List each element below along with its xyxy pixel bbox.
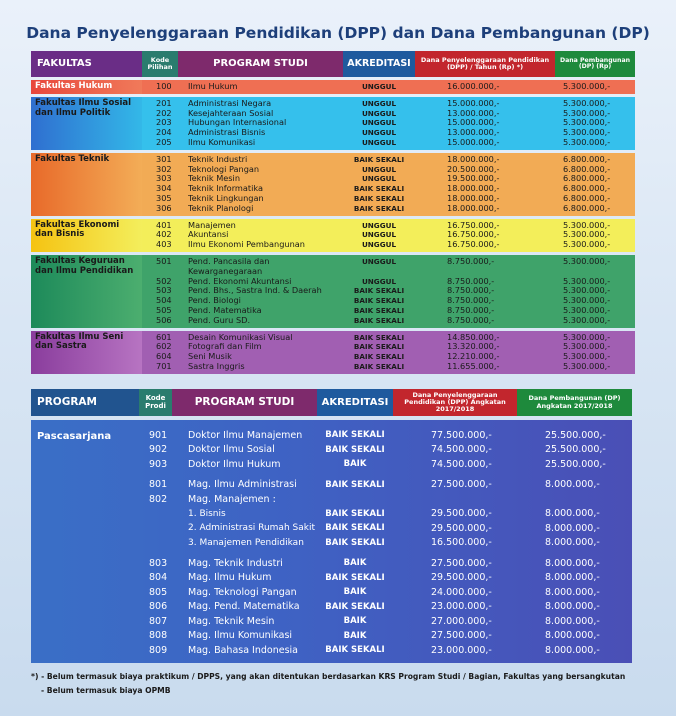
cell-akreditasi bbox=[347, 267, 411, 277]
cell-program: Fotografi dan Film bbox=[188, 342, 262, 352]
table-row bbox=[139, 443, 632, 458]
header-dpp: Dana Penyelenggaraan Pendidikan (DPP) Angkatan 2017/2018 bbox=[393, 389, 517, 416]
fee-table-postgraduate bbox=[31, 389, 632, 663]
cell-akreditasi: UNGGUL bbox=[361, 220, 397, 230]
cell-ps: Mag. Pend. Matematika bbox=[188, 601, 300, 613]
column-dpp bbox=[415, 255, 555, 328]
cell-akreditasi: UNGGUL bbox=[361, 256, 397, 266]
cell-dp: 5.300.000,- bbox=[563, 352, 611, 362]
program-name: Pascasarjana bbox=[37, 431, 112, 442]
cell-akreditasi: UNGGUL bbox=[361, 82, 397, 91]
cell-program: Sastra Inggris bbox=[188, 361, 245, 371]
cell-dp: 6.800.000,- bbox=[563, 203, 611, 213]
cell-program: Pend. Guru SD. bbox=[188, 315, 251, 325]
cell-dpp: 20.500.000,- bbox=[447, 164, 500, 174]
cell-akr: BAIK SEKALI bbox=[325, 523, 385, 534]
cell-dpp: 8.750.000,- bbox=[447, 305, 495, 315]
column-program bbox=[178, 153, 343, 216]
cell-program: Teknik Mesin bbox=[188, 174, 241, 184]
table-row bbox=[139, 614, 632, 629]
cell-dpp bbox=[447, 267, 551, 277]
cell-kode: 305 bbox=[156, 193, 172, 203]
cell-ps: Doktor Ilmu Manajemen bbox=[188, 429, 303, 441]
cell-dp: 8.000.000,- bbox=[545, 586, 600, 598]
cell-program: Pend. Pancasila dan bbox=[188, 256, 270, 266]
cell-ps: Doktor Ilmu Hukum bbox=[188, 458, 281, 470]
table-row bbox=[139, 428, 632, 443]
cell-dp bbox=[563, 267, 631, 277]
cell-program: Pend. Biologi bbox=[188, 296, 241, 306]
cell-dp: 5.300.000,- bbox=[563, 342, 611, 352]
cell-dpp: 27.000.000,- bbox=[431, 615, 492, 627]
cell-akr: BAIK bbox=[343, 630, 367, 641]
table-header bbox=[31, 389, 632, 416]
cell-akreditasi: BAIK SEKALI bbox=[353, 361, 405, 371]
cell-dpp: 16.750.000,- bbox=[447, 240, 500, 250]
cell-dp: 8.000.000,- bbox=[545, 572, 600, 584]
cell-dp: 5.300.000,- bbox=[563, 137, 611, 147]
cell-kode: 302 bbox=[156, 164, 172, 174]
table-row bbox=[139, 507, 632, 522]
cell-kode: 505 bbox=[156, 305, 172, 315]
cell-kode: 205 bbox=[156, 137, 172, 147]
cell-akr: BAIK SEKALI bbox=[325, 508, 385, 519]
header-akreditasi: AKREDITASI bbox=[317, 389, 393, 416]
header-akreditasi: AKREDITASI bbox=[343, 51, 415, 77]
faculty-name: Fakultas Hukum bbox=[31, 80, 142, 94]
cell-dp: 8.000.000,- bbox=[545, 630, 600, 642]
cell-akreditasi: UNGGUL bbox=[361, 240, 397, 250]
column-program bbox=[178, 255, 343, 328]
cell-dp: 6.800.000,- bbox=[563, 174, 611, 184]
cell-dpp: 8.750.000,- bbox=[447, 315, 495, 325]
cell-program: Ilmu Hukum bbox=[188, 82, 238, 91]
column-dpp bbox=[415, 331, 555, 374]
cell-kode: 306 bbox=[156, 203, 172, 213]
cell-dp: 8.000.000,- bbox=[545, 557, 600, 569]
cell-dpp: 8.750.000,- bbox=[447, 276, 495, 286]
cell-dp: 5.300.000,- bbox=[563, 361, 611, 371]
faculty-group bbox=[31, 331, 635, 374]
table-row bbox=[139, 629, 632, 644]
cell-dp: 25.500.000,- bbox=[545, 458, 606, 470]
cell-kode: 202 bbox=[156, 108, 172, 118]
cell-dp: 5.300.000,- bbox=[563, 98, 611, 108]
cell-dpp: 27.500.000,- bbox=[431, 479, 492, 491]
column-dp bbox=[555, 219, 635, 252]
cell-akreditasi: BAIK SEKALI bbox=[353, 193, 405, 203]
column-program bbox=[178, 219, 343, 252]
cell-kode: 203 bbox=[156, 118, 172, 128]
cell-program: Teknik Industri bbox=[188, 154, 248, 164]
cell-dpp: 15.000.000,- bbox=[447, 137, 500, 147]
cell-program: Desain Komunikasi Visual bbox=[188, 332, 293, 342]
cell-dp: 5.300.000,- bbox=[563, 315, 611, 325]
cell-dpp: 16.500.000,- bbox=[431, 537, 492, 549]
cell-dp: 25.500.000,- bbox=[545, 444, 606, 456]
column-dp bbox=[555, 331, 635, 374]
cell-akr: BAIK bbox=[343, 587, 367, 598]
cell-akreditasi: UNGGUL bbox=[361, 108, 397, 118]
column-program bbox=[178, 331, 343, 374]
page-title: Dana Penyelenggaraan Pendidikan (DPP) dan Dana Pembangunan (DP) bbox=[26, 24, 650, 42]
cell-ps: 1. Bisnis bbox=[188, 508, 226, 519]
header-kode: Kode Pilihan bbox=[142, 51, 178, 77]
cell-dpp: 23.000.000,- bbox=[431, 644, 492, 656]
column-kode bbox=[142, 97, 178, 150]
cell-dpp: 15.000.000,- bbox=[447, 118, 500, 128]
cell-kode: 809 bbox=[149, 644, 168, 656]
cell-ps: Mag. Teknik Industri bbox=[188, 557, 283, 569]
cell-akr: BAIK bbox=[343, 459, 367, 470]
cell-kode: 808 bbox=[149, 630, 168, 642]
cell-dpp: 11.655.000,- bbox=[447, 361, 500, 371]
cell-program: Ilmu Komunikasi bbox=[188, 137, 256, 147]
cell-program: Teknik Informatika bbox=[188, 184, 264, 194]
cell-akreditasi: UNGGUL bbox=[361, 276, 397, 286]
header-dp: Dana Pembangunan (DP) (Rp) bbox=[555, 51, 635, 77]
cell-akreditasi: UNGGUL bbox=[361, 174, 397, 184]
cell-dp: 8.000.000,- bbox=[545, 537, 600, 549]
footnote: *) - Belum termasuk biaya praktikum / DPPS, yang akan ditentukan berdasarkan KRS Program Studi / Bagian, Fakultas yang bersangkutan bbox=[31, 672, 626, 681]
cell-dp: 5.300.000,- bbox=[563, 276, 611, 286]
cell-kode: 807 bbox=[149, 615, 168, 627]
cell-program: Hubungan Internasional bbox=[188, 118, 287, 128]
faculty-group bbox=[31, 219, 635, 252]
cell-dpp: 15.000.000,- bbox=[447, 98, 500, 108]
cell-dp: 6.800.000,- bbox=[563, 154, 611, 164]
cell-kode bbox=[156, 267, 174, 277]
cell-akreditasi: UNGGUL bbox=[361, 164, 397, 174]
cell-akreditasi: BAIK SEKALI bbox=[353, 352, 405, 362]
column-program bbox=[178, 97, 343, 150]
cell-dp: 8.000.000,- bbox=[545, 522, 600, 534]
column-akreditasi bbox=[343, 331, 415, 374]
cell-ps: Doktor Ilmu Sosial bbox=[188, 444, 275, 456]
column-akreditasi bbox=[343, 255, 415, 328]
cell-dpp: 77.500.000,- bbox=[431, 429, 492, 441]
column-dpp bbox=[415, 97, 555, 150]
cell-dpp: 74.500.000,- bbox=[431, 458, 492, 470]
cell-akreditasi: BAIK SEKALI bbox=[353, 203, 405, 213]
cell-akreditasi: BAIK SEKALI bbox=[353, 342, 405, 352]
cell-kode: 602 bbox=[156, 342, 172, 352]
cell-akreditasi: UNGGUL bbox=[361, 118, 397, 128]
cell-ps: Mag. Ilmu Hukum bbox=[188, 572, 272, 584]
cell-akr: BAIK SEKALI bbox=[325, 572, 385, 583]
cell-dpp: 29.500.000,- bbox=[431, 522, 492, 534]
cell-dpp: 29.500.000,- bbox=[431, 572, 492, 584]
cell-ps: Mag. Teknologi Pangan bbox=[188, 586, 297, 598]
cell-ps: Mag. Teknik Mesin bbox=[188, 615, 275, 627]
table-body bbox=[31, 420, 632, 663]
cell-ps: 3. Manajemen Pendidikan bbox=[188, 537, 304, 548]
cell-program: Akuntansi bbox=[188, 230, 229, 240]
cell-kode: 601 bbox=[156, 332, 172, 342]
cell-kode: 802 bbox=[149, 493, 168, 505]
column-dp bbox=[555, 97, 635, 150]
footnotes bbox=[31, 670, 625, 698]
faculty-name: Fakultas Ekonomi dan Bisnis bbox=[31, 219, 142, 252]
cell-dpp: 18.000.000,- bbox=[447, 184, 500, 194]
cell-dp: 5.300.000,- bbox=[563, 286, 611, 296]
cell-dpp: 8.750.000,- bbox=[447, 256, 495, 266]
cell-dpp: 29.500.000,- bbox=[431, 508, 492, 520]
cell-dpp: 24.000.000,- bbox=[431, 586, 492, 598]
cell-akreditasi: BAIK SEKALI bbox=[353, 332, 405, 342]
cell-dp: 5.300.000,- bbox=[563, 108, 611, 118]
column-akreditasi bbox=[343, 219, 415, 252]
cell-kode: 506 bbox=[156, 315, 172, 325]
table-row bbox=[139, 643, 632, 658]
cell-program: Kesejahteraan Sosial bbox=[188, 108, 274, 118]
cell-program: Pend. Matematika bbox=[188, 305, 262, 315]
cell-dpp: 13.000.000,- bbox=[447, 128, 500, 138]
cell-dp: 5.300.000,- bbox=[563, 305, 611, 315]
column-akreditasi bbox=[343, 153, 415, 216]
cell-program: Administrasi Negara bbox=[188, 98, 272, 108]
cell-kode: 803 bbox=[149, 557, 168, 569]
faculty-name: Fakultas Ilmu Sosial dan Ilmu Politik bbox=[31, 97, 142, 150]
cell-dp: 6.800.000,- bbox=[563, 184, 611, 194]
cell-dpp: 13.320.000,- bbox=[447, 342, 500, 352]
table-row bbox=[139, 457, 632, 472]
header-fakultas: FAKULTAS bbox=[31, 51, 142, 77]
faculty-name: Fakultas Ilmu Seni dan Sastra bbox=[31, 331, 142, 374]
faculty-group bbox=[31, 153, 635, 216]
cell-kode: 403 bbox=[156, 240, 172, 250]
column-kode bbox=[142, 331, 178, 374]
cell-dpp: 16.750.000,- bbox=[447, 230, 500, 240]
cell-kode: 304 bbox=[156, 184, 172, 194]
cell-program: Seni Musik bbox=[188, 352, 232, 362]
cell-dp: 8.000.000,- bbox=[545, 615, 600, 627]
cell-kode: 504 bbox=[156, 296, 172, 306]
cell-kode: 902 bbox=[149, 444, 168, 456]
cell-akreditasi: UNGGUL bbox=[361, 137, 397, 147]
column-akreditasi bbox=[343, 80, 415, 94]
cell-kode: 204 bbox=[156, 128, 172, 138]
cell-akr: BAIK SEKALI bbox=[325, 430, 385, 441]
cell-kode: 503 bbox=[156, 286, 172, 296]
cell-akreditasi: BAIK SEKALI bbox=[353, 315, 405, 325]
cell-dpp: 27.500.000,- bbox=[431, 557, 492, 569]
cell-akreditasi: BAIK SEKALI bbox=[353, 184, 405, 194]
header-program-studi: PROGRAM STUDI bbox=[172, 389, 317, 416]
cell-dpp: 19.500.000,- bbox=[447, 174, 500, 184]
cell-dp: 6.800.000,- bbox=[563, 164, 611, 174]
cell-akreditasi: BAIK SEKALI bbox=[353, 286, 405, 296]
column-dpp bbox=[415, 219, 555, 252]
cell-kode: 502 bbox=[156, 276, 172, 286]
fee-table-undergraduate bbox=[31, 51, 635, 374]
cell-dpp: 8.750.000,- bbox=[447, 296, 495, 306]
cell-dpp: 13.000.000,- bbox=[447, 108, 500, 118]
cell-ps: 2. Administrasi Rumah Sakit bbox=[188, 523, 315, 534]
header-dpp: Dana Penyelenggaraan Pendidikan (DPP) / Tahun (Rp) *) bbox=[415, 51, 555, 77]
cell-akreditasi: UNGGUL bbox=[361, 230, 397, 240]
table-header bbox=[31, 51, 635, 77]
cell-akr: BAIK bbox=[343, 616, 367, 627]
faculty-group bbox=[31, 97, 635, 150]
cell-kode: 401 bbox=[156, 220, 172, 230]
cell-dp: 8.000.000,- bbox=[545, 479, 600, 491]
cell-akr: BAIK SEKALI bbox=[325, 645, 385, 656]
cell-dp: 5.300.000,- bbox=[563, 240, 611, 250]
column-kode bbox=[142, 255, 178, 328]
cell-program: Teknik Planologi bbox=[188, 203, 254, 213]
faculty-group bbox=[31, 80, 635, 94]
cell-dpp: 14.850.000,- bbox=[447, 332, 500, 342]
cell-akreditasi: BAIK SEKALI bbox=[353, 296, 405, 306]
cell-akr: BAIK SEKALI bbox=[325, 479, 385, 490]
cell-kode: 805 bbox=[149, 586, 168, 598]
cell-dpp: 27.500.000,- bbox=[431, 630, 492, 642]
cell-kode: 501 bbox=[156, 256, 172, 266]
table-row bbox=[139, 556, 632, 571]
cell-dpp: 18.000.000,- bbox=[447, 203, 500, 213]
cell-dp: 5.300.000,- bbox=[563, 230, 611, 240]
cell-akr: BAIK SEKALI bbox=[325, 444, 385, 455]
faculty-name: Fakultas Keguruan dan Ilmu Pendidikan bbox=[31, 255, 142, 328]
cell-dp: 5.300.000,- bbox=[563, 82, 611, 91]
cell-kode: 402 bbox=[156, 230, 172, 240]
cell-dpp: 16.000.000,- bbox=[447, 82, 500, 91]
column-program bbox=[178, 80, 343, 94]
column-dp bbox=[555, 255, 635, 328]
column-kode bbox=[142, 153, 178, 216]
cell-kode: 903 bbox=[149, 458, 168, 470]
cell-kode: 604 bbox=[156, 352, 172, 362]
cell-program: Pend. Ekonomi Akuntansi bbox=[188, 276, 292, 286]
cell-program: Teknik Lingkungan bbox=[188, 193, 264, 203]
table-row bbox=[139, 600, 632, 615]
header-program-studi: PROGRAM STUDI bbox=[178, 51, 343, 77]
cell-kode: 303 bbox=[156, 174, 172, 184]
cell-dp: 5.300.000,- bbox=[563, 220, 611, 230]
table-row bbox=[139, 585, 632, 600]
cell-program: Manajemen bbox=[188, 220, 236, 230]
cell-kode: 701 bbox=[156, 361, 172, 371]
cell-program: Ilmu Ekonomi Pembangunan bbox=[188, 240, 305, 250]
cell-kode: 301 bbox=[156, 154, 172, 164]
cell-kode: 806 bbox=[149, 601, 168, 613]
header-program: PROGRAM bbox=[31, 389, 139, 416]
column-dpp bbox=[415, 80, 555, 94]
cell-dpp: 8.750.000,- bbox=[447, 286, 495, 296]
column-dp bbox=[555, 153, 635, 216]
cell-dpp: 23.000.000,- bbox=[431, 601, 492, 613]
faculty-name: Fakultas Teknik bbox=[31, 153, 142, 216]
table-row bbox=[139, 492, 632, 507]
footnote: - Belum termasuk biaya OPMB bbox=[41, 686, 171, 695]
cell-ps: Mag. Ilmu Administrasi bbox=[188, 479, 297, 491]
cell-dpp: 74.500.000,- bbox=[431, 444, 492, 456]
cell-dpp: 18.000.000,- bbox=[447, 193, 500, 203]
cell-program: Pend. Bhs., Sastra Ind. & Daerah bbox=[188, 286, 322, 296]
cell-dp: 8.000.000,- bbox=[545, 508, 600, 520]
cell-akreditasi: BAIK SEKALI bbox=[353, 154, 405, 164]
table-row bbox=[139, 571, 632, 586]
column-kode bbox=[142, 219, 178, 252]
cell-ps: Mag. Ilmu Komunikasi bbox=[188, 630, 293, 642]
cell-dpp: 16.750.000,- bbox=[447, 220, 500, 230]
cell-akreditasi: BAIK SEKALI bbox=[353, 305, 405, 315]
cell-dp: 8.000.000,- bbox=[545, 601, 600, 613]
cell-dpp: 12.210.000,- bbox=[447, 352, 500, 362]
cell-dp: 5.300.000,- bbox=[563, 118, 611, 128]
cell-dp: 6.800.000,- bbox=[563, 193, 611, 203]
cell-dp: 8.000.000,- bbox=[545, 644, 600, 656]
cell-program: Administrasi Bisnis bbox=[188, 128, 266, 138]
column-akreditasi bbox=[343, 97, 415, 150]
cell-program: Teknologi Pangan bbox=[188, 164, 260, 174]
cell-dp: 25.500.000,- bbox=[545, 429, 606, 441]
cell-kode: 804 bbox=[149, 572, 168, 584]
header-kode-prodi: Kode Prodi bbox=[139, 389, 172, 416]
cell-kode: 901 bbox=[149, 429, 168, 441]
faculty-group bbox=[31, 255, 635, 328]
cell-dp: 5.300.000,- bbox=[563, 332, 611, 342]
cell-kode: 801 bbox=[149, 479, 168, 491]
column-dpp bbox=[415, 153, 555, 216]
cell-program: Kewarganegaraan bbox=[188, 266, 263, 276]
table-row bbox=[139, 478, 632, 493]
cell-ps: Mag. Bahasa Indonesia bbox=[188, 644, 299, 656]
cell-akr: BAIK SEKALI bbox=[325, 537, 385, 548]
cell-dp: 5.300.000,- bbox=[563, 128, 611, 138]
cell-dp: 5.300.000,- bbox=[563, 296, 611, 306]
table-row bbox=[139, 521, 632, 536]
table-row bbox=[139, 536, 632, 551]
cell-akreditasi: UNGGUL bbox=[361, 98, 397, 108]
header-dp: Dana Pembangunan (DP) Angkatan 2017/2018 bbox=[517, 389, 632, 416]
cell-kode: 100 bbox=[156, 82, 172, 91]
cell-dpp: 18.000.000,- bbox=[447, 154, 500, 164]
cell-akr: BAIK bbox=[343, 558, 367, 569]
cell-akr: BAIK SEKALI bbox=[325, 601, 385, 612]
cell-ps: Mag. Manajemen : bbox=[188, 493, 276, 505]
column-kode bbox=[142, 80, 178, 94]
cell-kode: 201 bbox=[156, 98, 172, 108]
column-dp bbox=[555, 80, 635, 94]
cell-akreditasi: UNGGUL bbox=[361, 128, 397, 138]
cell-dp: 5.300.000,- bbox=[563, 256, 611, 266]
